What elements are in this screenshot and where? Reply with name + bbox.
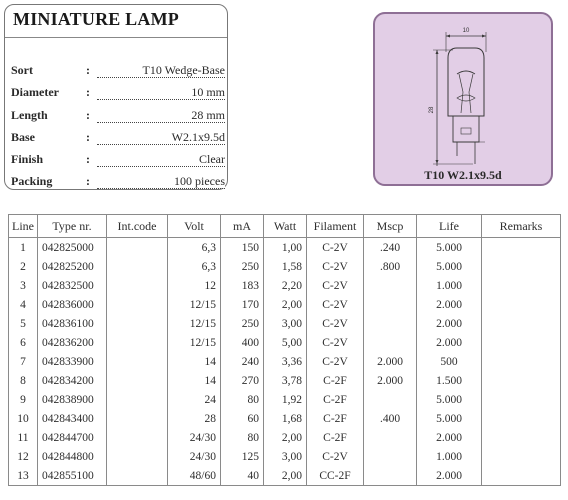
cell-remarks — [482, 257, 561, 276]
cell-type: 042838900 — [38, 390, 107, 409]
col-header-line: Line — [9, 215, 38, 238]
cell-remarks — [482, 447, 561, 466]
cell-volt: 12 — [168, 276, 221, 295]
cell-volt: 28 — [168, 409, 221, 428]
cell-life: 1.000 — [417, 276, 482, 295]
cell-line: 7 — [9, 352, 38, 371]
table-row — [9, 257, 561, 276]
cell-type: 042833900 — [38, 352, 107, 371]
cell-remarks — [482, 333, 561, 352]
cell-life: 2.000 — [417, 295, 482, 314]
spec-label: Diameter — [11, 85, 59, 99]
cell-remarks — [482, 276, 561, 295]
cell-life: 5.000 — [417, 238, 482, 258]
cell-int-code — [107, 428, 168, 447]
spec-colon: : — [86, 108, 90, 122]
spec-colon: : — [86, 152, 90, 166]
cell-watt: 1,00 — [264, 238, 307, 258]
spec-leader — [97, 130, 225, 145]
spec-value: 100 pieces — [174, 174, 225, 188]
cell-type: 042843400 — [38, 409, 107, 428]
spec-row-sort — [11, 63, 225, 79]
cell-int-code — [107, 238, 168, 258]
cell-life: 1.500 — [417, 371, 482, 390]
spec-leader — [97, 152, 225, 167]
cell-ma: 250 — [221, 314, 264, 333]
cell-life: 2.000 — [417, 314, 482, 333]
cell-filament: CC-2F — [307, 466, 364, 486]
cell-volt: 24/30 — [168, 428, 221, 447]
cell-remarks — [482, 314, 561, 333]
cell-watt: 2,20 — [264, 276, 307, 295]
cell-ma: 270 — [221, 371, 264, 390]
spec-value: 28 mm — [191, 108, 225, 122]
spec-row-packing — [11, 174, 225, 190]
cell-ma: 400 — [221, 333, 264, 352]
cell-ma: 60 — [221, 409, 264, 428]
col-header-volt: Volt — [168, 215, 221, 238]
spec-value: Clear — [199, 152, 225, 166]
cell-filament: C-2F — [307, 390, 364, 409]
cell-type: 042844800 — [38, 447, 107, 466]
base-marking — [461, 128, 471, 134]
cell-watt: 5,00 — [264, 333, 307, 352]
spec-row-diameter — [11, 85, 225, 101]
filament-coil — [457, 71, 475, 74]
spec-table — [8, 214, 561, 486]
spec-row-length — [11, 108, 225, 124]
spec-label: Sort — [11, 63, 33, 77]
cell-ma: 150 — [221, 238, 264, 258]
cell-volt: 14 — [168, 352, 221, 371]
col-header-ma: mA — [221, 215, 264, 238]
spec-row-base — [11, 130, 225, 146]
cell-type: 042844700 — [38, 428, 107, 447]
cell-int-code — [107, 466, 168, 486]
cell-watt: 3,36 — [264, 352, 307, 371]
cell-ma: 80 — [221, 390, 264, 409]
cell-watt: 1,68 — [264, 409, 307, 428]
length-arrow-bottom — [436, 160, 439, 164]
spec-label: Finish — [11, 152, 44, 166]
cell-line: 2 — [9, 257, 38, 276]
cell-watt: 3,00 — [264, 447, 307, 466]
cell-filament: C-2V — [307, 333, 364, 352]
cell-mscp — [364, 466, 417, 486]
cell-mscp — [364, 333, 417, 352]
spec-row-finish — [11, 152, 225, 168]
lead-wires — [457, 142, 475, 164]
cell-filament: C-2V — [307, 257, 364, 276]
cell-mscp — [364, 390, 417, 409]
spec-leader — [97, 85, 225, 100]
page-title: MINIATURE LAMP — [13, 9, 179, 29]
filament-supports — [459, 74, 473, 113]
cell-watt: 2,00 — [264, 428, 307, 447]
cell-mscp: .800 — [364, 257, 417, 276]
cell-line: 5 — [9, 314, 38, 333]
table-row — [9, 352, 561, 371]
title-divider — [5, 37, 227, 38]
spec-value: T10 Wedge-Base — [142, 63, 225, 77]
cell-int-code — [107, 409, 168, 428]
cell-int-code — [107, 314, 168, 333]
cell-filament: C-2V — [307, 447, 364, 466]
cell-filament: C-2F — [307, 371, 364, 390]
cell-mscp: .400 — [364, 409, 417, 428]
cell-mscp: .240 — [364, 238, 417, 258]
spec-value: 10 mm — [191, 85, 225, 99]
cell-type: 042836200 — [38, 333, 107, 352]
width-dimension-label: 10 — [462, 28, 470, 34]
cell-int-code — [107, 371, 168, 390]
cell-life: 5.000 — [417, 409, 482, 428]
cell-line: 4 — [9, 295, 38, 314]
cell-watt: 3,78 — [264, 371, 307, 390]
spec-leader — [97, 108, 225, 123]
cell-life: 1.000 — [417, 447, 482, 466]
length-arrow-top — [436, 50, 439, 54]
cell-remarks — [482, 409, 561, 428]
col-header-mscp: Mscp — [364, 215, 417, 238]
col-header-type: Type nr. — [38, 215, 107, 238]
bead-glass — [457, 95, 475, 101]
cell-line: 10 — [9, 409, 38, 428]
cell-volt: 6,3 — [168, 257, 221, 276]
cell-remarks — [482, 352, 561, 371]
table-row — [9, 447, 561, 466]
spec-label: Packing — [11, 174, 53, 188]
table-row — [9, 466, 561, 486]
cell-line: 6 — [9, 333, 38, 352]
cell-filament: C-2F — [307, 428, 364, 447]
cell-volt: 48/60 — [168, 466, 221, 486]
cell-life: 2.000 — [417, 333, 482, 352]
cell-life: 2.000 — [417, 466, 482, 486]
cell-line: 11 — [9, 428, 38, 447]
cell-line: 8 — [9, 371, 38, 390]
spec-value: W2.1x9.5d — [171, 130, 225, 144]
cell-volt: 12/15 — [168, 314, 221, 333]
table-row — [9, 409, 561, 428]
col-header-int-code: Int.code — [107, 215, 168, 238]
spec-label: Length — [11, 108, 48, 122]
cell-type: 042836100 — [38, 314, 107, 333]
col-header-life: Life — [417, 215, 482, 238]
cell-ma: 80 — [221, 428, 264, 447]
cell-type: 042825200 — [38, 257, 107, 276]
cell-type: 042832500 — [38, 276, 107, 295]
cell-type: 042834200 — [38, 371, 107, 390]
cell-int-code — [107, 295, 168, 314]
cell-volt: 12/15 — [168, 295, 221, 314]
cell-filament: C-2V — [307, 352, 364, 371]
cell-mscp — [364, 295, 417, 314]
spec-colon: : — [86, 130, 90, 144]
cell-int-code — [107, 447, 168, 466]
width-arrow-right — [482, 35, 486, 38]
spec-colon: : — [86, 85, 90, 99]
cell-volt: 6,3 — [168, 238, 221, 258]
cell-ma: 250 — [221, 257, 264, 276]
lamp-drawing — [393, 18, 533, 166]
table-row — [9, 333, 561, 352]
table-row — [9, 238, 561, 258]
cell-int-code — [107, 276, 168, 295]
table-row — [9, 295, 561, 314]
spec-colon: : — [86, 63, 90, 77]
lamp-drawing-panel — [373, 12, 553, 186]
cell-type: 042836000 — [38, 295, 107, 314]
cell-volt: 12/15 — [168, 333, 221, 352]
table-row — [9, 428, 561, 447]
cell-life: 5.000 — [417, 390, 482, 409]
table-header-row — [9, 215, 561, 238]
cell-line: 13 — [9, 466, 38, 486]
col-header-filament: Filament — [307, 215, 364, 238]
cell-type: 042825000 — [38, 238, 107, 258]
cell-mscp — [364, 276, 417, 295]
cell-life: 2.000 — [417, 428, 482, 447]
cell-filament: C-2F — [307, 409, 364, 428]
cell-line: 12 — [9, 447, 38, 466]
cell-mscp: 2.000 — [364, 371, 417, 390]
table-row — [9, 390, 561, 409]
cell-line: 1 — [9, 238, 38, 258]
table-row — [9, 371, 561, 390]
cell-remarks — [482, 295, 561, 314]
cell-int-code — [107, 257, 168, 276]
cell-int-code — [107, 352, 168, 371]
cell-watt: 2,00 — [264, 466, 307, 486]
cell-ma: 183 — [221, 276, 264, 295]
cell-volt: 14 — [168, 371, 221, 390]
cell-ma: 170 — [221, 295, 264, 314]
cell-int-code — [107, 333, 168, 352]
cell-ma: 40 — [221, 466, 264, 486]
spec-leader — [97, 63, 225, 78]
cell-watt: 1,92 — [264, 390, 307, 409]
col-header-watt: Watt — [264, 215, 307, 238]
length-dimension-label: 28 — [429, 106, 435, 114]
cell-remarks — [482, 371, 561, 390]
spec-label: Base — [11, 130, 35, 144]
bulb-glass — [448, 48, 484, 116]
table-row — [9, 314, 561, 333]
cell-watt: 3,00 — [264, 314, 307, 333]
cell-line: 3 — [9, 276, 38, 295]
spec-table-wrap — [8, 214, 561, 486]
lamp-caption: T10 W2.1x9.5d — [424, 168, 502, 182]
cell-watt: 1,58 — [264, 257, 307, 276]
cell-mscp — [364, 447, 417, 466]
cell-volt: 24 — [168, 390, 221, 409]
cell-line: 9 — [9, 390, 38, 409]
spec-box — [4, 4, 228, 190]
cell-int-code — [107, 390, 168, 409]
cell-type: 042855100 — [38, 466, 107, 486]
cell-filament: C-2V — [307, 276, 364, 295]
cell-watt: 2,00 — [264, 295, 307, 314]
cell-filament: C-2V — [307, 314, 364, 333]
cell-mscp: 2.000 — [364, 352, 417, 371]
cell-life: 500 — [417, 352, 482, 371]
spec-colon: : — [86, 174, 90, 188]
cell-mscp — [364, 314, 417, 333]
cell-volt: 24/30 — [168, 447, 221, 466]
wedge-base — [453, 116, 479, 142]
cell-mscp — [364, 428, 417, 447]
cell-remarks — [482, 390, 561, 409]
spec-leader — [97, 174, 225, 189]
width-arrow-left — [446, 35, 450, 38]
cell-remarks — [482, 428, 561, 447]
cell-ma: 240 — [221, 352, 264, 371]
cell-remarks — [482, 466, 561, 486]
cell-remarks — [482, 238, 561, 258]
cell-life: 5.000 — [417, 257, 482, 276]
cell-ma: 125 — [221, 447, 264, 466]
table-body — [9, 238, 561, 486]
cell-filament: C-2V — [307, 238, 364, 258]
cell-filament: C-2V — [307, 295, 364, 314]
col-header-remarks: Remarks — [482, 215, 561, 238]
table-row — [9, 276, 561, 295]
